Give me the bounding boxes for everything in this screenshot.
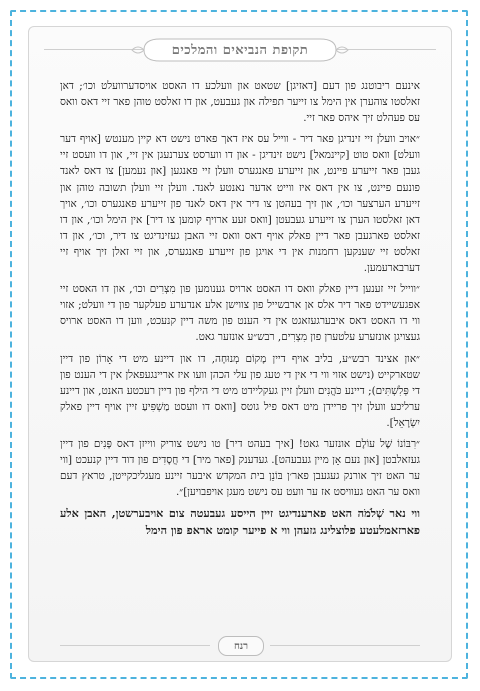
running-header: תקופת הנביאים והמלכים bbox=[171, 43, 309, 58]
paragraph-5: ״רִבּוֹנוֹ שֶׁל עוֹלָם אונזער גאט! [איך בעהט דיר] טו נישט צוריק ווייזן דאס פָּנִים פון דיין געזאלבטן [און נעם אָן מיין געבעהט]. געדענק [פאר מיר] די חֲסָדִים פון דוד דיין קנעכט [ווי ער האט זיך אורנק געגעבן פאר׳ן בּוֹנֵן בית המקדש איבער זיינע מעגליכקייטן, טראץ דעם וואס ער האט געוויסט אז ער וועט עס נישט מעגן אויפבויען]״. bbox=[60, 437, 420, 499]
page-number: רנח bbox=[218, 636, 264, 656]
body-text bbox=[60, 78, 420, 544]
paragraph-1: אינעם ריבוטנג פון דעם [דאזיגן] שטאט און וועלכע דו האסט אויסדערוועלט וכו׳; דאן זאלסטו צוהערן אין הימל צו זייער תפילה און געבעט, און דו זאלסט טוהן פאר זיי דאס וואס עס פעהלט זיך איהס פאר זיי. bbox=[60, 80, 420, 125]
footer-rule-left bbox=[60, 645, 210, 646]
paragraph-4: ״און אצינד רבש״ע, בליב אויף דיין מָקוֹם מְנוּחָה, דו און דיינע מיט די אָרוֹן פון דיין שטארקייט (נישט אזוי ווי די אין די טעג פון עלי הכהן וועו איז אריינגעפאלן אין די הענט פון די פְּלִשְׁתִּים); דיינע כֹּהֲנִים וועלן זיין געקליידט מיט די הילף פון דיין רעכטע האנט, און דיינע ערליכע וועלן זיך פריידן מיט דאס פיל גוטס [וואס דו וועסט מַשְׁפִּיעַ זיין אויף דיין פאלק יִשְׂרָאֵל]. bbox=[60, 352, 420, 429]
paragraph-2: ״אויב וועלן זיי זינדיגן פאר דיר - ווייל עס איז דאך פארט נישט דא קיין מענטש [אויף דער וועלט] וואס טוט [קיינמאל] נישט זינדיגן - און דו ווערסט צערנעגן אין זיי, און דו וועסט זיי געבן פאר זייערע פיינט, און זייערע פאנגערס וועלן זיי פאנגען [און נעמען] צו דאס לאנד פונעם פיינט, צו אין דאס איז ווייט אדער נאנטע לאנד. וועלן זיי וועלן תשובה טוהן און זייערע הערצער וכו׳, און זיך בעהטן צו דיר אין דאס לאנד פון זייערע פאנגערס וכו׳, אויך דאן זאלסטו הערן צו זייערע געבעטן [וואס זעע ארויף קומען צו דיר] אין הימל וכו׳, און דו זאלסט פארגעבן פאר דיין פאלק אויף דאס וואס זיי האבן געזינדיגט צו דיר, וכו׳, און דו זאלסט זיי שענקען רחמנות אין די אויגן פון זייערע פאנגערס, און זיי זאלן זיך אויף זיי דערבארעמען. bbox=[60, 133, 420, 275]
header-cartouche bbox=[130, 36, 350, 64]
closing-paragraph: ווי נאר שְׁלֹמֹה האט פארענדיגט זיין הייסע געבעטה צום אויבערשטן, האבן אלע פארזאמלעטע פלוצלינג גזעהן ווי א פייער קומט אראפ פון הימל bbox=[60, 506, 420, 538]
footer-rule-right bbox=[270, 645, 420, 646]
footer bbox=[60, 634, 420, 656]
paragraph-3: ״ווייל זיי זענען דיין פאלק וואס דו האסט ארויס גענומען פון מִצְרִים וכו׳, און דו האסט זיי אפגעשיידט פאר דיר אלס אן ארבשייל פון צווישן אלע אנדערע פעלקער פון די וועלט; אזוי ווי דו האסט דאס איבערגעזאגט אין די הענט פון משה דיין קנעכט, ווען דו האסט ארויס געצויגן אונזערע עלטערן פון מִצְרִים, רבש״ע אונזער גאט. bbox=[60, 283, 420, 344]
